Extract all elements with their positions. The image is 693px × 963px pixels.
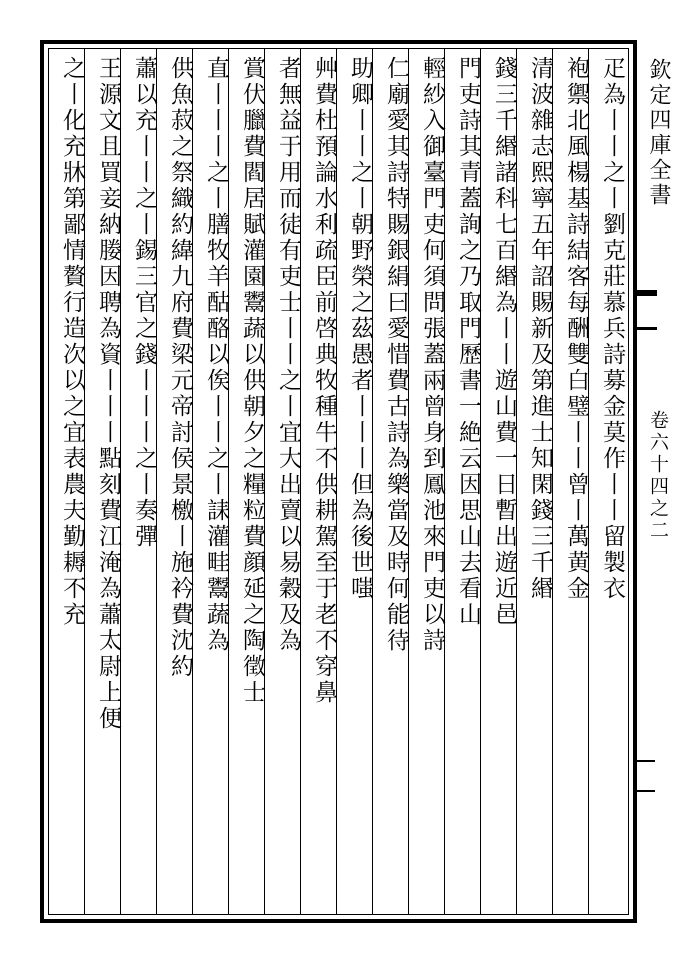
text-column: 門吏詩其青蓋詢之乃取門歷書一絶云因思山去看山 bbox=[455, 56, 481, 628]
text-column: 仁廟愛其詩特賜銀絹曰愛惜費古詩為樂當及時何能待 bbox=[383, 56, 409, 654]
fishtail-mark bbox=[637, 290, 657, 330]
text-column: 艸費杜預論水利疏臣前啓典牧種牛不供耕駕至于老不穿鼻 bbox=[311, 56, 337, 706]
text-column: 王源文且買妾納媵因聘為資丨丨丨點刻費江淹為蕭太尉上便 bbox=[95, 56, 121, 732]
text-column: 錢三千緡諸科七百緡為丨丨遊山費一日暫出遊近邑 bbox=[491, 56, 517, 628]
text-column: 輕紗入御臺門吏何須問張蓋兩曾身到鳳池來門吏以詩 bbox=[419, 56, 445, 654]
text-column: 者無益于用而徒有吏士丨丨之丨宜大出賣以易穀及為 bbox=[275, 56, 301, 654]
text-column: 助卿丨丨之丨朝野榮之茲愚者丨丨丨但為後世嗤 bbox=[347, 56, 373, 602]
text-column: 清波雜志熙寧五年詔賜新及第進士知閑錢三千緡 bbox=[527, 56, 553, 602]
text-column: 袍禦北風楊基詩結客每酬雙白璧丨丨曾丨萬黄金 bbox=[563, 56, 589, 602]
text-column: 之丨化充牀第鄙情贅行造次以之宜表農夫勤耨不充 bbox=[59, 56, 85, 628]
margin-tick bbox=[637, 790, 655, 792]
text-column: 直丨丨丨之丨膳牧羊酤酪以俟丨丨之丨誄灌畦鬻蔬為 bbox=[203, 56, 229, 654]
text-column: 賞伏臘費閻居賦灌園鬻蔬以供朝夕之糧粒費顔延之陶徵士 bbox=[239, 56, 265, 706]
volume-label: 卷六十四之二 bbox=[647, 410, 669, 542]
margin-tick bbox=[637, 760, 655, 762]
book-title-label: 欽定四庫全書 bbox=[646, 58, 671, 208]
text-column: 蕭以充丨丨之丨錫三官之錢丨丨丨之丨奏彈 bbox=[131, 56, 157, 550]
text-column: 疋為丨丨之丨劉克莊慕兵詩募金莫作丨丨留製衣 bbox=[599, 56, 625, 602]
text-column: 供魚菽之祭織約緯九府費梁元帝討侯景檄丨施衿費沈約 bbox=[167, 56, 193, 680]
